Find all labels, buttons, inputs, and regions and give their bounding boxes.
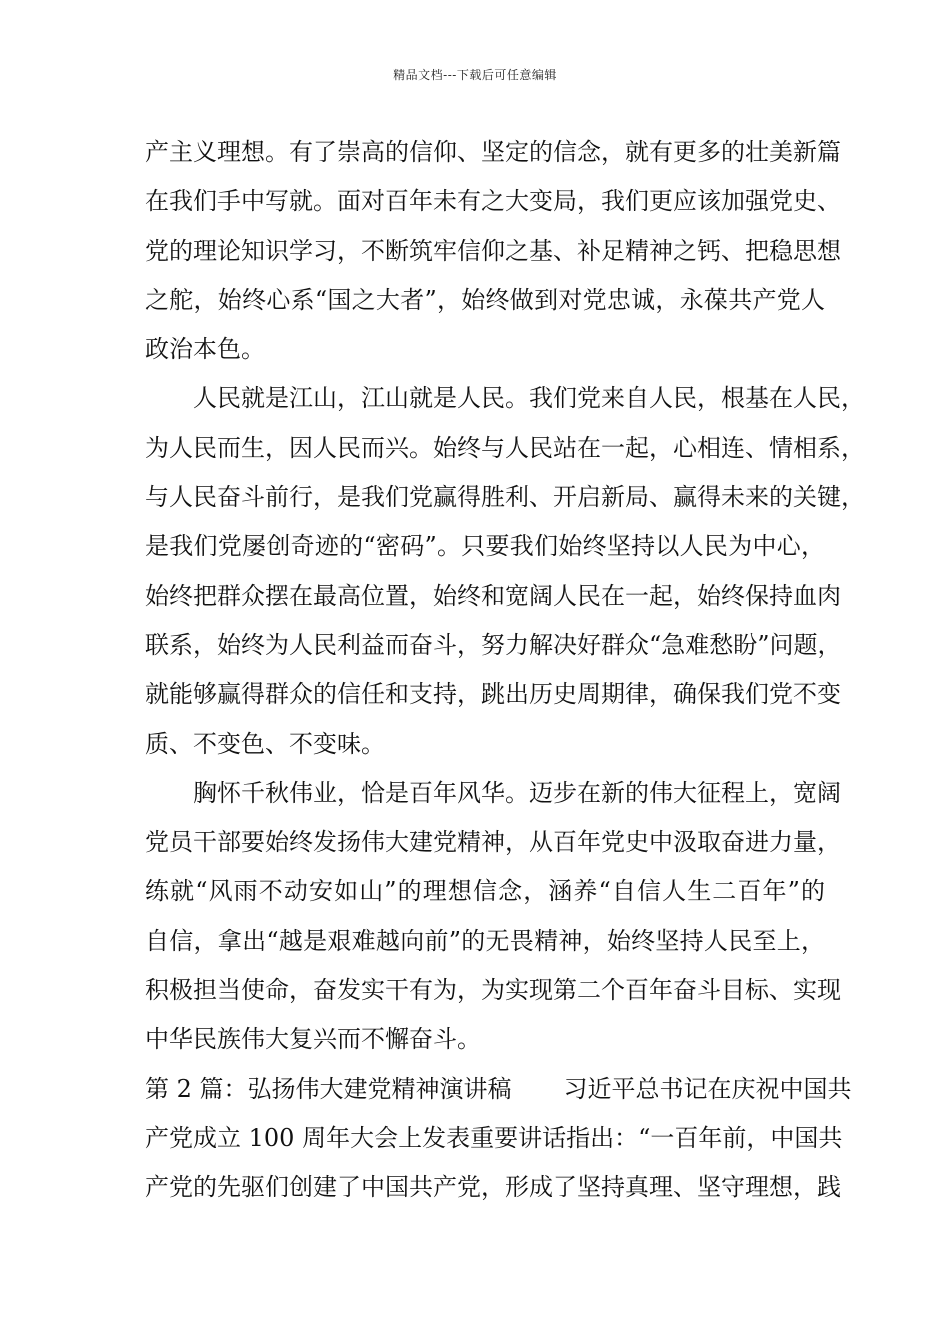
text-line: 始终把群众摆在最高位置，始终和宽阔人民在一起，始终保持血肉 bbox=[145, 581, 841, 610]
section-title: 第 2 篇：弘扬伟大建党精神演讲稿 bbox=[145, 1074, 512, 1103]
text-line: 之舵，始终心系“国之大者”，始终做到对党忠诚，永葆共产党人 bbox=[145, 285, 825, 314]
text-line bbox=[145, 1071, 852, 1120]
text-line: 质、不变色、不变味。 bbox=[145, 729, 385, 758]
document-body bbox=[145, 134, 865, 1219]
paragraph bbox=[145, 380, 865, 774]
page-header: 精品文档---下载后可任意编辑 bbox=[393, 68, 557, 82]
text-line: 与人民奋斗前行，是我们党赢得胜利、开启新局、赢得未来的关键， bbox=[145, 483, 865, 512]
text-line: 产主义理想。有了崇高的信仰、坚定的信念，就有更多的壮美新篇 bbox=[145, 138, 841, 166]
paragraph bbox=[145, 134, 841, 380]
text-line: 练就“风雨不动安如山”的理想信念，涵养“自信人生二百年”的 bbox=[145, 877, 825, 906]
text-line: 党的理论知识学习，不断筑牢信仰之基、补足精神之钙、把稳思想 bbox=[145, 236, 841, 265]
text-line: 产党成立 100 周年大会上发表重要讲话指出：“一百年前，中国共 bbox=[145, 1123, 843, 1152]
text-line: 自信，拿出“越是艰难越向前”的无畏精神，始终坚持人民至上， bbox=[145, 926, 825, 955]
text-line: 中华民族伟大复兴而不懈奋斗。 bbox=[145, 1025, 481, 1054]
paragraph bbox=[145, 775, 841, 1071]
text-line: 为人民而生，因人民而兴。始终与人民站在一起，心相连、情相系， bbox=[145, 433, 865, 462]
text-line: 积极担当使命，奋发实干有为，为实现第二个百年奋斗目标、实现 bbox=[145, 976, 841, 1005]
text-line: 政治本色。 bbox=[145, 335, 265, 364]
text-line: 人民就是江山，江山就是人民。我们党来自人民，根基在人民， bbox=[193, 384, 865, 413]
text-line: 在我们手中写就。面对百年未有之大变局，我们更应该加强党史、 bbox=[145, 187, 841, 216]
text-line: 就能够赢得群众的信任和支持，跳出历史周期律，确保我们党不变 bbox=[145, 680, 841, 709]
section-opening-text: 习近平总书记在庆祝中国共 bbox=[563, 1074, 852, 1103]
text-line: 产党的先驱们创建了中国共产党，形成了坚持真理、坚守理想，践 bbox=[145, 1173, 841, 1202]
text-line: 联系，始终为人民利益而奋斗，努力解决好群众“急难愁盼”问题， bbox=[145, 630, 842, 659]
text-line: 党员干部要始终发扬伟大建党精神，从百年党史中汲取奋进力量， bbox=[145, 828, 841, 857]
text-line: 是我们党屡创奇迹的“密码”。只要我们始终坚持以人民为中心， bbox=[145, 532, 825, 561]
section-2 bbox=[145, 1071, 852, 1219]
text-line: 胸怀千秋伟业，恰是百年风华。迈步在新的伟大征程上，宽阔 bbox=[193, 778, 841, 807]
